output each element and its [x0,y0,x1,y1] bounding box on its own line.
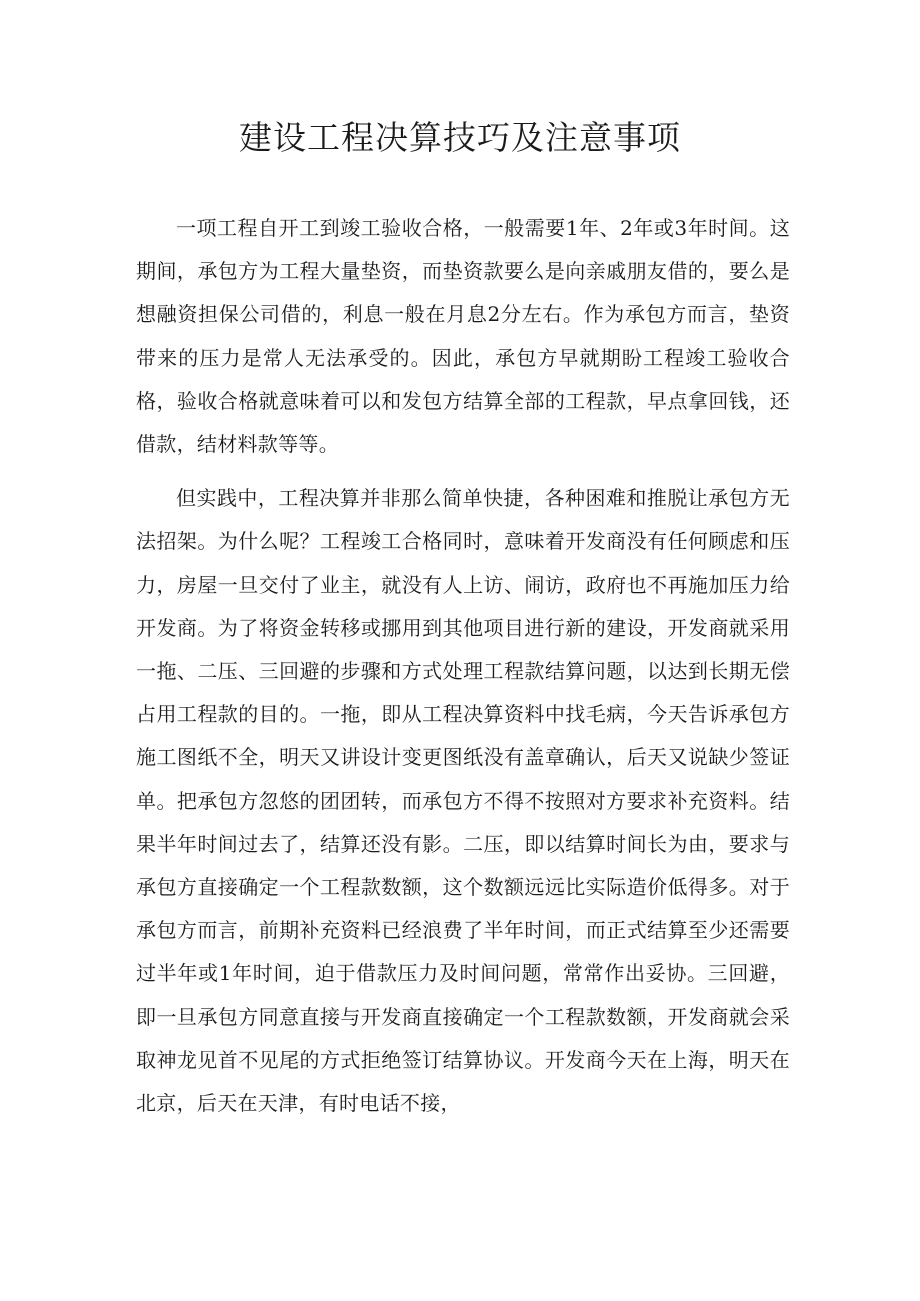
paragraph-1: 一项工程自开工到竣工验收合格，一般需要1年、2年或3年时间。这期间，承包方为工程大量垫资，而垫资款要么是向亲戚朋友借的，要么是想融资担保公司借的，利息一般在月息2分左右。作为承包方而言，垫资带来的压力是常人无法承受的。因此，承包方早就期盼工程竣工验收合格，验收合格就意味着可以和发包方结算全部的工程款，早点拿回钱，还借款，结材料款等等。 [136,216,790,457]
document-body [136,207,790,1136]
document-title: 建设工程决算技巧及注意事项 [239,118,681,157]
paragraph-2: 但实践中，工程决算并非那么简单快捷，各种困难和推脱让承包方无法招架。为什么呢？工程竣工合格同时，意味着开发商没有任何顾虑和压力，房屋一旦交付了业主，就没有人上访、闹访，政府也不再施加压力给开发商。为了将资金转移或挪用到其他项目进行新的建设，开发商就采用一拖、二压、三回避的步骤和方式处理工程款结算问题，以达到长期无偿占用工程款的目的。一拖，即从工程决算资料中找毛病，今天告诉承包方施工图纸不全，明天又讲设计变更图纸没有盖章确认，后天又说缺少签证单。把承包方忽悠的团团转，而承包方不得不按照对方要求补充资料。结果半年时间过去了，结算还没有影。二压，即以结算时间长为由，要求与承包方直接确定一个工程款数额，这个数额远远比实际造价低得多。对于承包方而言，前期补充资料已经浪费了半年时间，而正式结算至少还需要过半年或1年时间，迫于借款压力及时间问题，常常作出妥协。三回避，即一旦承包方同意直接与开发商直接确定一个工程款数额，开发商就会采取神龙见首不见尾的方式拒绝签订结算协议。开发商今天在上海，明天在北京，后天在天津，有时电话不接， [136,486,790,1116]
